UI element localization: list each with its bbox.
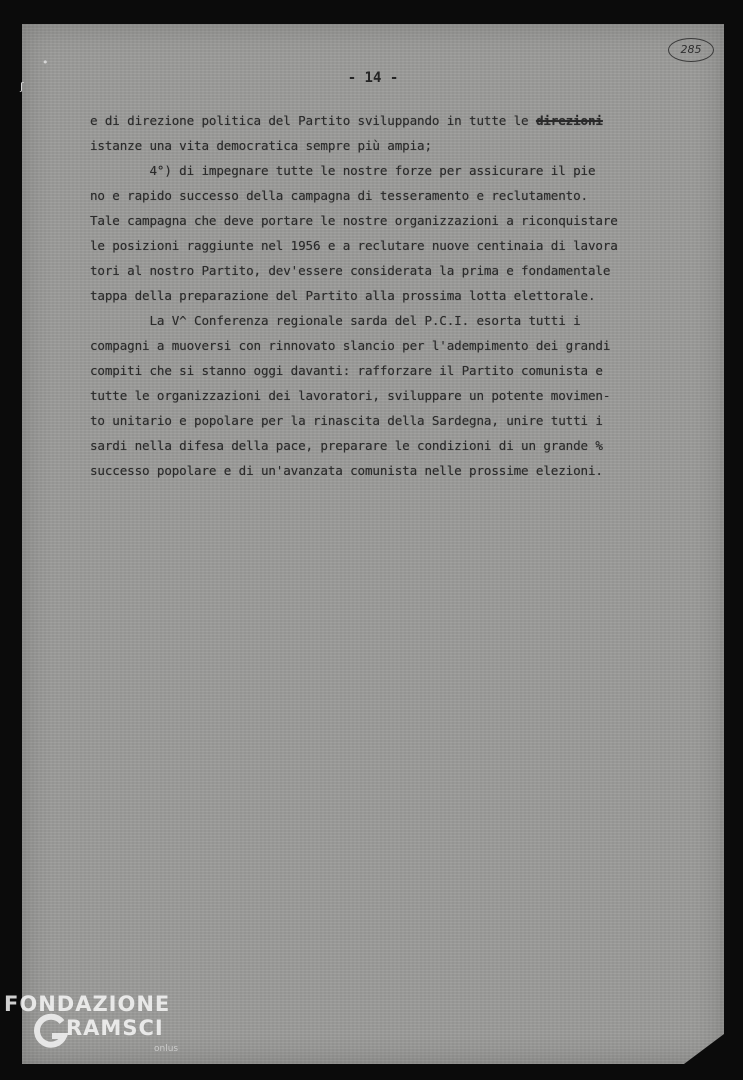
text-line: tori al nostro Partito, dev'essere considerata la prima e fondamentale (90, 263, 611, 278)
torn-corner (684, 1034, 724, 1064)
margin-tick: ʃ (20, 80, 24, 93)
watermark-suffix: onlus (154, 1044, 179, 1054)
text-line: successo popolare e di un'avanzata comunista nelle prossime elezioni. (90, 463, 603, 478)
text-line: La V^ Conferenza regionale sarda del P.C.I. esorta tutti i (90, 313, 581, 328)
text-line: Tale campagna che deve portare le nostre organizzazioni a riconquistare (90, 213, 618, 228)
text-line: compagni a muoversi con rinnovato slancio per l'adempimento dei grandi (90, 338, 611, 353)
margin-dot: • (42, 56, 49, 69)
watermark-line2: RAMSCI (66, 1016, 164, 1040)
margin-marks (20, 52, 49, 93)
correction-mark: % (595, 438, 603, 453)
text-line: no e rapido successo della campagna di tesseramento e reclutamento. (90, 188, 588, 203)
text-line: e di direzione politica del Partito sviluppando in tutte le direzioni (90, 113, 603, 128)
text-line: le posizioni raggiunte nel 1956 e a reclutare nuove centinaia di lavora (90, 238, 618, 253)
struck-word: direzioni (535, 113, 603, 128)
text-line: sardi nella difesa della pace, preparare le condizioni di un grande % (90, 438, 603, 453)
archive-number-stamp: 285 (668, 38, 714, 62)
text-line: tutte le organizzazioni dei lavoratori, sviluppare un potente movimen- (90, 388, 611, 403)
text-line: compiti che si stanno oggi davanti: rafforzare il Partito comunista e (90, 363, 603, 378)
text-line: istanze una vita democratica sempre più ampia; (90, 138, 432, 153)
document-page (22, 24, 724, 1064)
text-line: to unitario e popolare per la rinascita della Sardegna, unire tutti i (90, 413, 603, 428)
page-number: - 14 - (347, 70, 399, 86)
text-line: 4°) di impegnare tutte le nostre forze per assicurare il pie (90, 163, 596, 178)
watermark-line1: FONDAZIONE (4, 992, 171, 1016)
fondazione-gramsci-watermark (4, 992, 194, 1072)
text-line: tappa della preparazione del Partito alla prossima lotta elettorale. (90, 288, 596, 303)
typewritten-text (90, 108, 720, 483)
